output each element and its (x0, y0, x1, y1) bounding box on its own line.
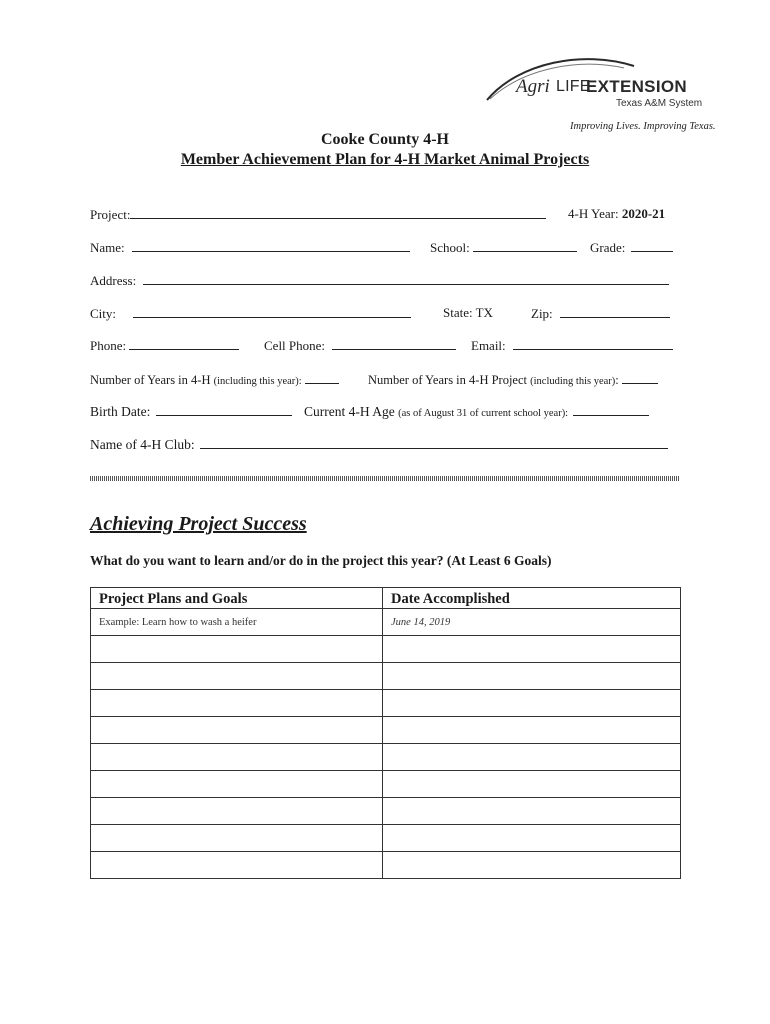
table-row (91, 852, 681, 879)
table-row (91, 744, 681, 771)
club-field[interactable] (200, 436, 668, 449)
goal-cell[interactable] (91, 852, 383, 879)
school-label: School: (430, 240, 470, 255)
date-cell[interactable] (383, 825, 681, 852)
age-row (304, 403, 649, 420)
date-cell[interactable] (383, 852, 681, 879)
name-row (90, 239, 410, 256)
club-label: Name of 4-H Club: (90, 437, 195, 452)
birth-row (90, 403, 292, 420)
header-goals: Project Plans and Goals (91, 588, 383, 609)
address-label: Address: (90, 273, 137, 288)
phone-field[interactable] (129, 337, 239, 350)
project-label: Project: (90, 207, 131, 222)
years-project-label: Number of Years in 4-H Project (368, 373, 528, 387)
date-cell[interactable] (383, 771, 681, 798)
section-divider (90, 476, 680, 481)
email-label: Email: (471, 338, 506, 353)
cell-label: Cell Phone: (264, 338, 326, 353)
years-4h-label: Number of Years in 4-H (90, 373, 211, 387)
table-row (91, 717, 681, 744)
goals-question: What do you want to learn and/or do in the project this year? (At Least 6 Goals) (90, 553, 552, 568)
phone-row (90, 337, 239, 354)
birth-field[interactable] (156, 403, 292, 416)
grade-row (590, 239, 673, 256)
year-row (568, 206, 665, 222)
logo-extension: EXTENSION (586, 77, 687, 96)
city-row (90, 305, 411, 322)
address-field[interactable] (143, 272, 669, 285)
school-row (430, 239, 577, 256)
years-project-note: (including this year) (530, 376, 616, 387)
name-field[interactable] (132, 239, 410, 252)
cell-field[interactable] (332, 337, 456, 350)
years-project-field[interactable] (622, 371, 658, 384)
goal-cell[interactable] (91, 744, 383, 771)
header-date: Date Accomplished (383, 588, 681, 609)
cell-row (264, 337, 456, 354)
page-title: Cooke County 4-H (320, 131, 449, 148)
goals-table (90, 587, 681, 879)
goal-cell[interactable] (91, 717, 383, 744)
table-row (91, 636, 681, 663)
grade-field[interactable] (631, 239, 673, 252)
zip-label: Zip: (531, 306, 553, 321)
table-row (91, 771, 681, 798)
date-cell[interactable] (383, 663, 681, 690)
years-4h-row (90, 371, 339, 388)
date-cell[interactable] (383, 690, 681, 717)
page-subtitle: Member Achievement Plan for 4-H Market Animal Projects (180, 151, 590, 168)
age-field[interactable] (573, 403, 649, 416)
school-field[interactable] (473, 239, 577, 252)
table-row (91, 825, 681, 852)
example-goal: Example: Learn how to wash a heifer (91, 609, 383, 636)
goal-cell[interactable] (91, 825, 383, 852)
city-label: City: (90, 306, 117, 321)
goal-cell[interactable] (91, 636, 383, 663)
state-label: State: TX (443, 305, 493, 320)
email-row (471, 337, 673, 354)
date-cell[interactable] (383, 798, 681, 825)
project-row (90, 206, 546, 223)
age-label: Current 4-H Age (304, 404, 395, 419)
address-row (90, 272, 669, 289)
age-note: (as of August 31 of current school year): (398, 408, 569, 419)
goal-cell[interactable] (91, 690, 383, 717)
email-field[interactable] (513, 337, 673, 350)
section-heading: Achieving Project Success (90, 513, 307, 535)
years-4h-note: (including this year): (213, 376, 302, 387)
agrilife-logo (484, 52, 704, 112)
year-value: 2020-21 (621, 206, 666, 221)
project-field[interactable] (130, 206, 546, 219)
date-cell[interactable] (383, 744, 681, 771)
logo-system: Texas A&M System (616, 98, 703, 109)
zip-row (531, 305, 670, 322)
table-row (91, 798, 681, 825)
table-header-row (91, 588, 681, 609)
goal-cell[interactable] (91, 771, 383, 798)
logo-tagline: Improving Lives. Improving Texas. (570, 121, 716, 132)
date-cell[interactable] (383, 717, 681, 744)
years-project-colon: : (615, 373, 619, 387)
phone-label: Phone: (90, 338, 127, 353)
date-cell[interactable] (383, 636, 681, 663)
table-row (91, 690, 681, 717)
grade-label: Grade: (590, 240, 626, 255)
name-label: Name: (90, 240, 125, 255)
goal-cell[interactable] (91, 798, 383, 825)
logo-life: LIFE (556, 78, 591, 95)
table-row-example (91, 609, 681, 636)
example-date: June 14, 2019 (383, 609, 681, 636)
logo-agri: Agri (516, 76, 550, 97)
table-row (91, 663, 681, 690)
birth-label: Birth Date: (90, 404, 151, 419)
club-row (90, 436, 668, 453)
zip-field[interactable] (560, 305, 670, 318)
goal-cell[interactable] (91, 663, 383, 690)
years-project-row (368, 371, 658, 388)
city-field[interactable] (133, 305, 411, 318)
year-label: 4-H Year: (568, 206, 619, 221)
years-4h-field[interactable] (305, 371, 339, 384)
